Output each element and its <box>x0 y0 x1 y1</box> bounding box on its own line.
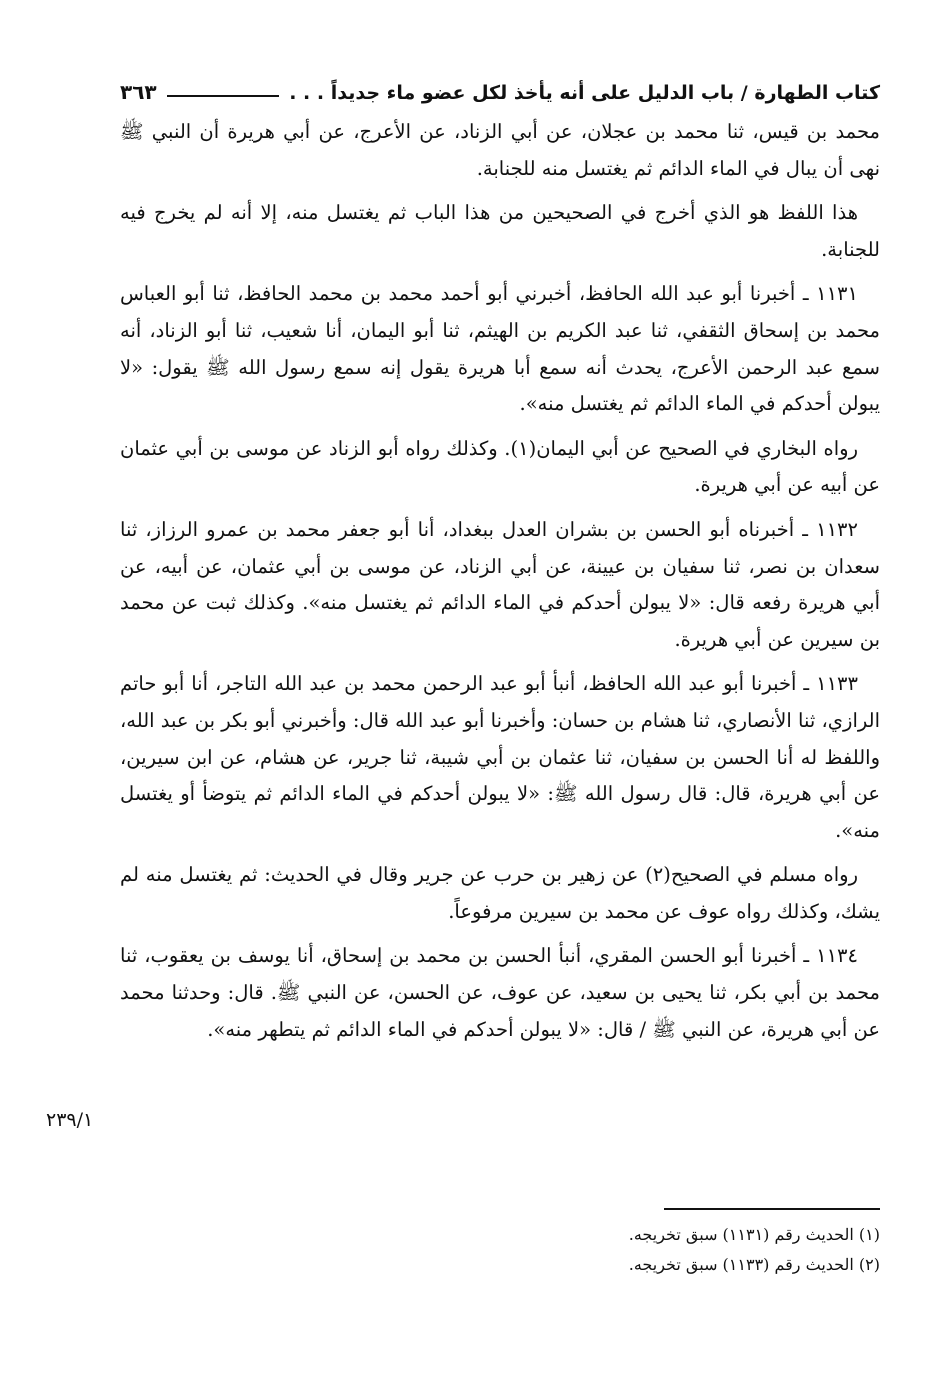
margin-reference: ٢٣٩/١ <box>46 1109 94 1131</box>
page-number: ٣٦٣ <box>120 80 157 104</box>
paragraph: رواه البخاري في الصحيح عن أبي اليمان(١). وكذلك رواه أبو الزناد عن موسى بن أبي عثمان عن أبيه عن أبي هريرة. <box>120 436 880 497</box>
header-title: كتاب الطهارة / باب الدليل على أنه يأخذ لكل عضو ماء جديداً . . . <box>289 82 880 104</box>
running-header <box>120 60 880 104</box>
footnote-separator <box>664 1208 880 1210</box>
hadith-1132: ١١٣٢ ـ أخبرناه أبو الحسن بن بشران العدل ببغداد، أنا أبو جعفر محمد بن عمرو الرزاز، ثنا سعدان بن نصر، ثنا سفيان بن عيينة، عن أبي الزناد، عن موسى بن أبي عثمان، عن أبيه، عن أبي هريرة رفعه قال: «لا يبولن أحدكم في الماء الدائم ثم يغتسل منه». وكذلك ثبت عن محمد بن سيرين عن أبي هريرة. <box>120 517 880 651</box>
paragraph: محمد بن قيس، ثنا محمد بن عجلان، عن أبي الزناد، عن الأعرج، عن أبي هريرة أن النبي ﷺ نهى أن يبال في الماء الدائم ثم يغتسل منه للجنابة. <box>120 120 880 180</box>
paragraph: هذا اللفظ هو الذي أخرج في الصحيحين من هذا الباب ثم يغتسل منه، إلا أنه لم يخرج فيه للجنابة. <box>120 201 880 261</box>
main-text <box>120 114 880 1056</box>
footnote: (١) الحديث رقم (١١٣١) سبق تخريجه. <box>628 1225 880 1244</box>
footnote: (٢) الحديث رقم (١١٣٣) سبق تخريجه. <box>628 1255 880 1274</box>
hadith-1133: ١١٣٣ ـ أخبرنا أبو عبد الله الحافظ، أنبأ أبو عبد الرحمن محمد بن عبد الله التاجر، أنا أبو حاتم الرازي، ثنا الأنصاري، ثنا هشام بن حسان: وأخبرنا أبو عبد الله قال: وأخبرني أبو بكر بن عبد الله، واللفظ له أنا الحسن بن سفيان، ثنا عثمان بن أبي شيبة، ثنا جرير، عن هشام، عن ابن سيرين، عن أبي هريرة، قال: قال رسول الله ﷺ: «لا يبولن أحدكم في الماء الدائم ثم يتوضأ أو يغتسل منه». <box>120 672 880 842</box>
hadith-1134: ١١٣٤ ـ أخبرنا أبو الحسن المقري، أنبأ الحسن بن محمد بن إسحاق، أنا يوسف بن يعقوب، ثنا محمد بن أبي بكر، ثنا يحيى بن سعيد، عن عوف، عن الحسن، عن النبي ﷺ. قال: وحدثنا محمد عن أبي هريرة، عن النبي ﷺ / قال: «لا يبولن أحدكم في الماء الدائم ثم يتطهر منه». <box>120 944 880 1041</box>
paragraph: رواه مسلم في الصحيح(٢) عن زهير بن حرب عن جرير وقال في الحديث: ثم يغتسل منه لم يشك، وكذلك رواه عوف عن محمد بن سيرين مرفوعاً. <box>120 863 880 923</box>
hadith-1131: ١١٣١ ـ أخبرنا أبو عبد الله الحافظ، أخبرني أبو أحمد محمد بن محمد الحافظ، ثنا أبو العباس محمد بن إسحاق الثقفي، ثنا عبد الكريم بن الهيثم، ثنا أبو اليمان، أنا شعيب، ثنا أبو الزناد، أنه سمع عبد الرحمن الأعرج، يحدث أنه سمع أبا هريرة يقول إنه سمع رسول الله ﷺ يقول: «لا يبولن أحدكم في الماء الدائم ثم يغتسل منه». <box>120 282 880 416</box>
header-rule <box>167 95 280 97</box>
footnotes <box>120 1220 880 1280</box>
